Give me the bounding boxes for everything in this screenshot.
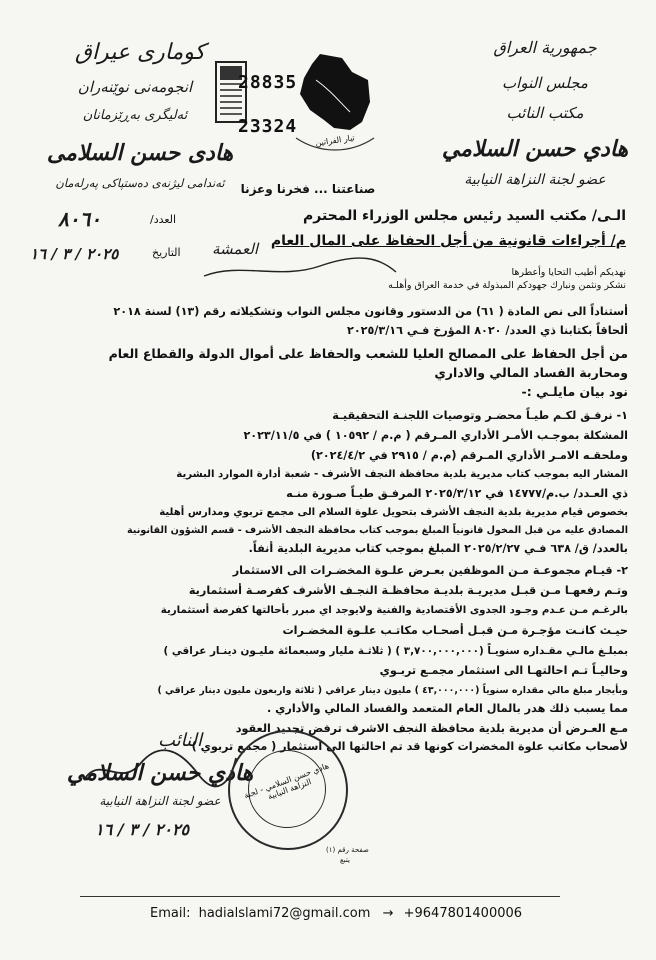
page-note: صفحة رقم (١) [326,846,369,854]
map-caption: تيار الفراتين [314,133,356,148]
email-label: Email: [150,906,191,921]
letterhead-right-line3: مكتب النائب [506,104,584,122]
greeting-line-2: نشكر ونثمن ونبارك جهودكم المبذولة في خدمة العراق وأهلـه [388,280,626,291]
letterhead-right-line2: مجلس النواب [502,74,588,92]
letterhead-left-line1: كوماری عیراق [74,40,206,65]
item1-line-5: ذي العـدد/ ب.م/١٤٧٧٧ في ٢٠٢٥/٣/١٢ المرفـق طيـاً صـورة منـه [286,487,628,500]
letterhead-left-line2: انجومه‌نی نوێنه‌ران [77,78,193,96]
greeting-line-1: نهديكم أطيب التحايا وأعطرها [511,267,626,278]
signature-role: عضو لجنة النزاهة النيابية [99,794,221,808]
body-para-4: نود بيان مايلـي :- [521,384,628,399]
closing-line-2: لأصحاب مكاتب علوة المخضرات كونها قد تم احالتها الى استثمار ( مجمع تربوي ) [191,740,628,753]
item2-line-8: مما يسبب ذلك هدر بالمال العام المتعمد والفساد المالي والأداري . [267,702,628,715]
item2-line-5: بمبلـغ مالـي مقـداره سنويـاً (٣,٧٠٠,٠٠٠,٠٠٠ ) ( ثلاثـة مليار وسبعمائة مليـون دينـار عراقي ) [163,645,628,657]
body-para-3b: ومحاربة الفساد المالي والاداري [434,365,628,380]
item1-line-7: المصادق عليه من قبل المخول قانونياً المبلغ بموجب كتاب محافظة النجف الأشرف - قسم الشؤون القانونية [126,525,628,536]
phone-icon: → [382,906,394,921]
body-para-3a: من أجل الحفاظ على المصالح العليا للشعب والحفاظ على أموال الدولة والقطاع العام [108,346,628,361]
signature-title: النائب [157,730,203,751]
document-date: ٢٠٢٥ / ٣ / ١٦ [30,245,119,263]
item1-line-3: وملحقـه الامـر الأداري المـرقم (م.م / ٢٩١٥ في ٢٠٢٤/٤/٢) [310,449,628,462]
handwritten-note: العمشة [212,240,259,258]
letterhead-right-role: عضو لجنة النزاهة النيابية [464,172,606,188]
addressee-line: الـى/ مكتب السيد رئيس مجلس الوزراء المحترم [302,208,626,224]
item1-line-2: المشكلة بموجـب الأمـر الأداري المـرقم ( م.م / ١٠٥٩٢ ) في ٢٠٢٣/١١/٥ [243,429,628,442]
letterhead-right-name: هادي حسن السلامي [441,136,629,162]
date-label: التاريخ [152,246,181,259]
letterhead-left-role: ئەندامی لیژنەی دەستپاکی پەرلەمان [55,176,225,190]
document-number: ٨٠٦٠ [58,207,101,231]
item1-line-1: ١- نرفـق لكـم طيـاً محضـر وتوصيات اللجنـة التحقيقيـة [332,409,628,422]
signature-name: هادي حسن السلامي [66,760,254,786]
phone-number[interactable]: +9647801400006 [403,906,523,921]
item1-line-6: بخصوص قيام مديرية بلدية النجف الأشرف بتحويل علوة السلام الى مجمع تربوي ومدارس أهلية [159,507,628,518]
official-round-stamp [228,730,348,850]
email-link[interactable]: hadialslami72@gmail.com [198,906,371,921]
letterhead-right-line1: جمهورية العراق [493,38,597,57]
signature-date: ٢٠٢٥ / ٣ / ١٦ [95,820,190,839]
pen-scribble-icon [200,254,400,284]
item2-line-2: وتـم رفعهـا مـن قبـل مديريـة بلديـة محافظـة النجـف الأشرف كفرصـة أستثمارية [188,584,628,597]
number-label: العدد/ [150,213,177,226]
stamp-text: هادي حسن السلامي - لجنة النزاهة النيابية [242,761,331,802]
subject-line: م/ أجراءات قانونية من أجل الحفاظ على المال العام [270,233,626,249]
footer-contact [150,906,522,921]
body-para-2: ألحاقاً بكتابنا ذي العدد/ ٨٠٢٠ المؤرخ فـي ٢٠٢٥/٣/١٦ [346,324,628,337]
letterhead-left-line3: ئه‌لیگری بەڕێزمانان [82,108,188,123]
body-para-1: أستناداً الى نص المادة ( ٦١) من الدستور وقانون مجلس النواب وتشكيلاته رقم (١٣) لسنة ٢٠١٨ [113,305,628,318]
closing-line-1: مـع العـرض أن مديرية بلدية محافظة النجف الاشرف ترفض تجديد العقود [235,722,628,735]
item1-line-4: المشار اليه بموجب كتاب مديرية بلدية محافظة النجف الأشرف - شعبة أدارة الموارد البشرية [176,469,628,480]
item2-line-6: وحاليـاً تـم احالتهـا الى استثمار مجمـع تربـوي [379,664,628,677]
footer-divider [80,896,560,897]
page-note-continue: يتبع [340,856,350,864]
letterhead-left-name: هادی حسن السلامی [46,140,234,166]
item2-line-7: وبأيجار مبلغ مالي مقداره سنوياً (٤٣,٠٠٠,٠٠٠ ) مليون دينار عراقي ( ثلاثة واربعون مليون دينار عراقي ) [157,685,628,696]
item2-line-4: حيـث كانـت مؤجـرة مـن قبـل أصحـاب مكاتـب علـوة المخضـرات [282,624,628,637]
number-stamp-2: 23324 [238,116,298,137]
number-stamp-1: 28835 [238,72,298,93]
center-motto: صناعتنا ... فخرنا وعزنا [240,182,376,196]
item2-line-3: بالرغـم مـن عـدم وجـود الجدوى الأقتصادية والفنية ولايوجد اي مبرر بأحالتها كفرصة أستثمارية [160,605,628,616]
item1-line-8: بالعدد/ ق/ ٦٣٨ فـي ٢٠٢٥/٢/٢٧ المبلغ بموجب كتاب مديرية البلدية أنفاً. [248,542,628,555]
item2-line-1: ٢- قيـام مجموعـة مـن الموظفين بعـرض علـوة المخضـرات الى الاستثمار [232,564,628,577]
